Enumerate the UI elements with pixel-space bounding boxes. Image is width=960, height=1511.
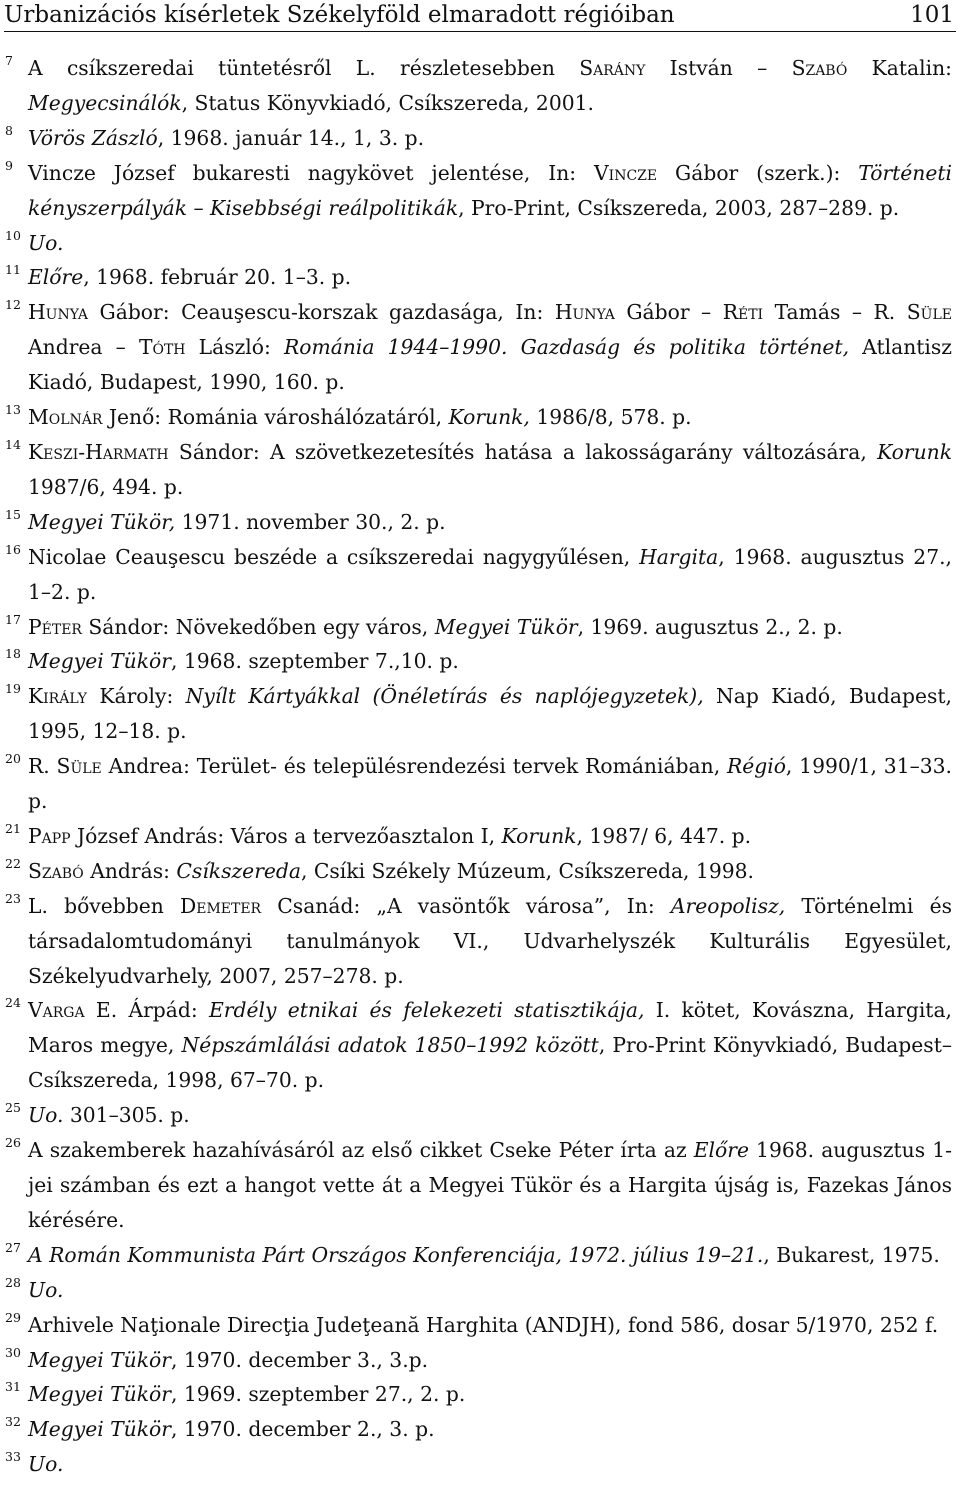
footnote-30 xyxy=(0,1343,960,1378)
footnote-number: 13 xyxy=(5,402,21,418)
footnote-number: 25 xyxy=(5,1100,21,1116)
footnote-number: 32 xyxy=(5,1414,21,1430)
footnote-18 xyxy=(0,644,960,679)
footnote-text: L. bővebben Demeter Csanád: „A vasöntők városa”, In: Areopolisz, Történelmi és társadalomtudományi tanulmányok VI., Udvarhelyszék Kulturális Egyesület, Székelyudvarhely, 2007, 257–278. p. xyxy=(28,893,952,988)
footnote-text: Uo. 301–305. p. xyxy=(28,1103,190,1128)
footnote-number: 9 xyxy=(5,157,13,173)
footnote-31 xyxy=(0,1377,960,1412)
footnote-text: Uo. xyxy=(28,230,64,255)
footnote-number: 29 xyxy=(5,1309,21,1325)
footnote-24 xyxy=(0,993,960,1098)
footnote-14 xyxy=(0,435,960,505)
footnote-11 xyxy=(0,260,960,295)
footnote-text: Megyei Tükör, 1970. december 3., 3.p. xyxy=(28,1347,429,1372)
footnote-text: Megyei Tükör, 1969. szeptember 27., 2. p. xyxy=(28,1382,466,1407)
page-number: 101 xyxy=(910,2,954,28)
footnote-17 xyxy=(0,610,960,645)
footnote-text: Keszi-Harmath Sándor: A szövetkezetesítés hatása a lakosságarány változására, Korunk 1987/6, 494. p. xyxy=(28,439,952,499)
footnote-27 xyxy=(0,1238,960,1273)
footnote-number: 10 xyxy=(5,227,21,243)
footnote-21 xyxy=(0,819,960,854)
footnote-28 xyxy=(0,1273,960,1308)
footnote-25 xyxy=(0,1098,960,1133)
footnote-text: A csíkszeredai tüntetésről L. részletesebben Sarány István – Szabó Katalin: Megyecsinálók, Status Könyvkiadó, Csíkszereda, 2001. xyxy=(28,56,952,115)
footnote-text: Megyei Tükör, 1968. szeptember 7.,10. p. xyxy=(28,649,459,674)
footnote-text: Uo. xyxy=(28,1452,64,1477)
footnote-text: Előre, 1968. február 20. 1–3. p. xyxy=(28,265,352,290)
footnote-number: 19 xyxy=(5,681,21,697)
footnote-text: A szakemberek hazahívásáról az első cikket Cseke Péter írta az Előre 1968. augusztus 1-jei számban és ezt a hangot vette át a Megyei Tükör és a Hargita újság is, Fazekas János kérésére. xyxy=(28,1138,952,1232)
footnote-10 xyxy=(0,226,960,261)
footnote-9 xyxy=(0,156,960,226)
footnote-number: 16 xyxy=(5,541,21,557)
footnote-number: 23 xyxy=(5,890,21,906)
footnote-number: 27 xyxy=(5,1239,21,1255)
footnote-number: 8 xyxy=(5,122,13,138)
footnote-text: Péter Sándor: Növekedőben egy város, Megyei Tükör, 1969. augusztus 2., 2. p. xyxy=(28,614,843,639)
footnote-26 xyxy=(0,1133,960,1238)
footnote-32 xyxy=(0,1412,960,1447)
footnote-number: 21 xyxy=(5,820,21,836)
footnote-text: R. Süle Andrea: Terület- és településrendezési tervek Romániában, Régió, 1990/1, 31–33. p. xyxy=(28,754,953,814)
footnote-text: Vincze József bukaresti nagykövet jelentése, In: Vincze Gábor (szerk.): Történeti kényszerpályák – Kisebbségi reálpolitikák, Pro-Print, Csíkszereda, 2003, 287–289. p. xyxy=(28,160,952,220)
footnote-text: Nicolae Ceauşescu beszéde a csíkszeredai nagygyűlésen, Hargita, 1968. augusztus 27., 1–2. p. xyxy=(28,544,952,604)
footnote-text: Varga E. Árpád: Erdély etnikai és felekezeti statisztikája, I. kötet, Kovászna, Hargita, Maros megye, Népszámlálási adatok 1850–1992 között, Pro-Print Könyvkiadó, Budapest–Csíkszereda, 1998, 67–70. p. xyxy=(28,998,952,1093)
footnote-number: 26 xyxy=(5,1135,21,1151)
footnote-text: Uo. xyxy=(28,1277,64,1302)
footnote-number: 33 xyxy=(5,1449,21,1465)
footnote-number: 11 xyxy=(5,262,21,278)
footnote-text: Szabó András: Csíkszereda, Csíki Székely Múzeum, Csíkszereda, 1998. xyxy=(28,858,754,883)
footnote-12 xyxy=(0,295,960,400)
footnote-number: 22 xyxy=(5,855,21,871)
footnote-23 xyxy=(0,889,960,994)
footnote-16 xyxy=(0,540,960,610)
footnote-text: Vörös Zászló, 1968. január 14., 1, 3. p. xyxy=(28,125,425,150)
footnote-text: Megyei Tükör, 1970. december 2., 3. p. xyxy=(28,1417,435,1442)
footnote-number: 30 xyxy=(5,1344,21,1360)
footnote-20 xyxy=(0,749,960,819)
footnote-text: Papp József András: Város a tervezőasztalon I, Korunk, 1987/ 6, 447. p. xyxy=(28,823,752,848)
footnote-text: Király Károly: Nyílt Kártyákkal (Önéletírás és naplójegyzetek), Nap Kiadó, Budapest, 1995, 12–18. p. xyxy=(28,684,952,744)
footnote-33 xyxy=(0,1447,960,1482)
footnote-text: Molnár Jenő: Románia városhálózatáról, Korunk, 1986/8, 578. p. xyxy=(28,405,692,430)
footnote-text: Arhivele Naţionale Direcţia Judeţeană Harghita (ANDJH), fond 586, dosar 5/1970, 252 f. xyxy=(28,1312,939,1337)
footnotes-list xyxy=(0,51,960,1482)
footnote-number: 24 xyxy=(5,995,21,1011)
footnote-7 xyxy=(0,51,960,121)
page-header xyxy=(4,0,956,32)
footnote-number: 17 xyxy=(5,611,21,627)
footnote-number: 31 xyxy=(5,1379,21,1395)
footnote-15 xyxy=(0,505,960,540)
footnote-22 xyxy=(0,854,960,889)
footnote-19 xyxy=(0,679,960,749)
footnote-number: 20 xyxy=(5,751,21,767)
footnote-number: 12 xyxy=(5,297,21,313)
footnote-text: Megyei Tükör, 1971. november 30., 2. p. xyxy=(28,509,446,534)
footnote-number: 14 xyxy=(5,436,21,452)
footnote-number: 28 xyxy=(5,1274,21,1290)
footnote-number: 15 xyxy=(5,506,21,522)
header-rule xyxy=(4,31,956,32)
footnote-number: 7 xyxy=(5,53,13,68)
running-title: Urbanizációs kísérletek Székelyföld elmaradott régióiban xyxy=(4,2,675,28)
footnote-8 xyxy=(0,121,960,156)
footnote-text: Hunya Gábor: Ceauşescu-korszak gazdasága, In: Hunya Gábor – Réti Tamás – R. Süle Andrea – Tóth László: Románia 1944–1990. Gazdaság és politika történet, Atlantisz Kiadó, Budapest, 1990, 160. p. xyxy=(28,300,952,395)
footnote-29 xyxy=(0,1308,960,1343)
footnote-number: 18 xyxy=(5,646,21,662)
footnote-text: A Román Kommunista Párt Országos Konferenciája, 1972. július 19–21., Bukarest, 1975. xyxy=(28,1242,940,1267)
footnote-13 xyxy=(0,400,960,435)
